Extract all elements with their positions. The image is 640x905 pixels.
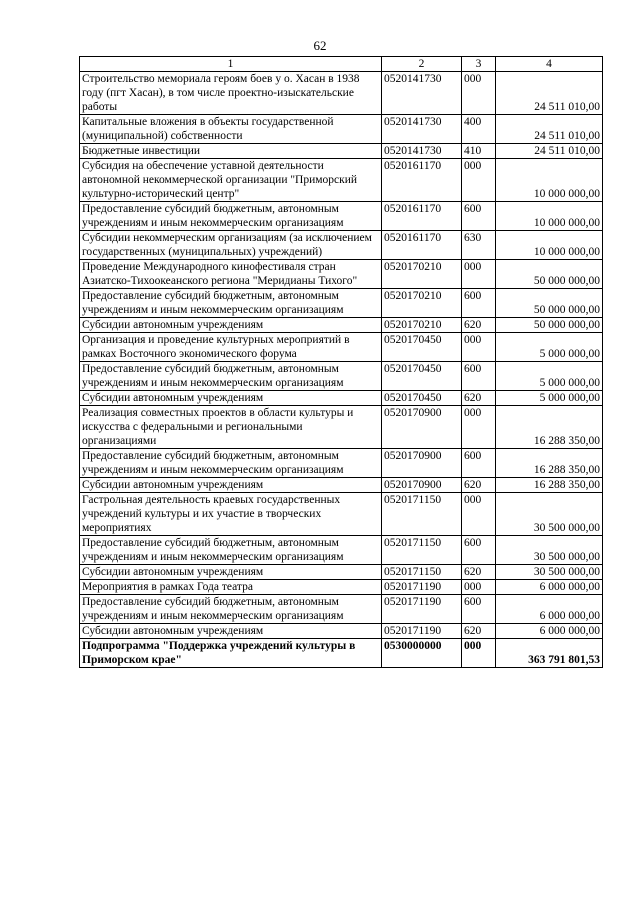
table-row bbox=[80, 406, 603, 449]
row-type-cell: 620 bbox=[462, 391, 496, 406]
row-code-cell: 0520171150 bbox=[382, 565, 462, 580]
row-code-cell: 0520161170 bbox=[382, 159, 462, 202]
row-type-cell: 600 bbox=[462, 449, 496, 478]
row-name-cell: Предоставление субсидий бюджетным, автономным учреждениям и иным некоммерческим организациям bbox=[80, 595, 382, 624]
table-row bbox=[80, 493, 603, 536]
row-amount-cell: 5 000 000,00 bbox=[496, 391, 603, 406]
row-amount-cell: 24 511 010,00 bbox=[496, 144, 603, 159]
row-code-cell: 0520170450 bbox=[382, 391, 462, 406]
row-amount-cell: 30 500 000,00 bbox=[496, 493, 603, 536]
row-type-cell: 000 bbox=[462, 72, 496, 115]
table-row bbox=[80, 144, 603, 159]
row-name-cell: Субсидии автономным учреждениям bbox=[80, 565, 382, 580]
table-row bbox=[80, 231, 603, 260]
row-amount-cell: 5 000 000,00 bbox=[496, 362, 603, 391]
row-type-cell: 400 bbox=[462, 115, 496, 144]
header-cell: 4 bbox=[496, 57, 603, 72]
row-name-cell: Предоставление субсидий бюджетным, автономным учреждениям и иным некоммерческим организациям bbox=[80, 362, 382, 391]
row-type-cell: 620 bbox=[462, 318, 496, 333]
row-name-cell: Предоставление субсидий бюджетным, автономным учреждениям и иным некоммерческим организациям bbox=[80, 449, 382, 478]
table-row bbox=[80, 536, 603, 565]
row-type-cell: 000 bbox=[462, 159, 496, 202]
row-type-cell: 410 bbox=[462, 144, 496, 159]
row-type-cell: 620 bbox=[462, 478, 496, 493]
table-row bbox=[80, 115, 603, 144]
row-amount-cell: 16 288 350,00 bbox=[496, 449, 603, 478]
row-name-cell: Субсидии некоммерческим организациям (за исключением государственных (муниципальных) учреждений) bbox=[80, 231, 382, 260]
row-code-cell: 0520171190 bbox=[382, 580, 462, 595]
row-type-cell: 600 bbox=[462, 595, 496, 624]
row-type-cell: 600 bbox=[462, 289, 496, 318]
row-name-cell: Реализация совместных проектов в области культуры и искусства с федеральными и региональными организациями bbox=[80, 406, 382, 449]
row-amount-cell: 16 288 350,00 bbox=[496, 406, 603, 449]
row-type-cell: 000 bbox=[462, 580, 496, 595]
row-name-cell: Субсидии автономным учреждениям bbox=[80, 318, 382, 333]
row-name-cell: Подпрограмма "Поддержка учреждений культуры в Приморском крае" bbox=[80, 639, 382, 668]
row-name-cell: Проведение Международного кинофестиваля стран Азиатско-Тихоокеанского региона "Меридианы Тихого" bbox=[80, 260, 382, 289]
row-type-cell: 630 bbox=[462, 231, 496, 260]
row-name-cell: Субсидии автономным учреждениям bbox=[80, 391, 382, 406]
row-type-cell: 600 bbox=[462, 536, 496, 565]
row-type-cell: 000 bbox=[462, 406, 496, 449]
row-code-cell: 0520141730 bbox=[382, 72, 462, 115]
budget-table bbox=[79, 56, 603, 668]
table-row bbox=[80, 449, 603, 478]
table-header-row bbox=[80, 57, 603, 72]
row-code-cell: 0520161170 bbox=[382, 202, 462, 231]
table-row bbox=[80, 159, 603, 202]
row-name-cell: Организация и проведение культурных мероприятий в рамках Восточного экономического форума bbox=[80, 333, 382, 362]
row-code-cell: 0520171190 bbox=[382, 595, 462, 624]
table-row bbox=[80, 318, 603, 333]
row-type-cell: 620 bbox=[462, 565, 496, 580]
row-amount-cell: 10 000 000,00 bbox=[496, 159, 603, 202]
table-row bbox=[80, 333, 603, 362]
row-code-cell: 0520170210 bbox=[382, 318, 462, 333]
table-row bbox=[80, 478, 603, 493]
row-code-cell: 0520170450 bbox=[382, 362, 462, 391]
row-type-cell: 000 bbox=[462, 639, 496, 668]
row-name-cell: Предоставление субсидий бюджетным, автономным учреждениям и иным некоммерческим организациям bbox=[80, 536, 382, 565]
table-row bbox=[80, 202, 603, 231]
row-code-cell: 0530000000 bbox=[382, 639, 462, 668]
row-amount-cell: 363 791 801,53 bbox=[496, 639, 603, 668]
table-row bbox=[80, 624, 603, 639]
row-code-cell: 0520141730 bbox=[382, 144, 462, 159]
row-code-cell: 0520171150 bbox=[382, 493, 462, 536]
row-code-cell: 0520170450 bbox=[382, 333, 462, 362]
row-name-cell: Субсидии автономным учреждениям bbox=[80, 624, 382, 639]
row-code-cell: 0520171150 bbox=[382, 536, 462, 565]
row-amount-cell: 50 000 000,00 bbox=[496, 260, 603, 289]
row-code-cell: 0520170900 bbox=[382, 449, 462, 478]
table-row bbox=[80, 580, 603, 595]
row-type-cell: 600 bbox=[462, 362, 496, 391]
table-row bbox=[80, 391, 603, 406]
table-row bbox=[80, 362, 603, 391]
row-amount-cell: 16 288 350,00 bbox=[496, 478, 603, 493]
row-type-cell: 600 bbox=[462, 202, 496, 231]
row-name-cell: Бюджетные инвестиции bbox=[80, 144, 382, 159]
row-code-cell: 0520170210 bbox=[382, 260, 462, 289]
header-cell: 3 bbox=[462, 57, 496, 72]
page-number: 62 bbox=[313, 38, 327, 53]
row-type-cell: 620 bbox=[462, 624, 496, 639]
row-code-cell: 0520161170 bbox=[382, 231, 462, 260]
table-row bbox=[80, 260, 603, 289]
row-amount-cell: 30 500 000,00 bbox=[496, 536, 603, 565]
row-amount-cell: 10 000 000,00 bbox=[496, 231, 603, 260]
table-row bbox=[80, 639, 603, 668]
row-amount-cell: 5 000 000,00 bbox=[496, 333, 603, 362]
header-cell: 2 bbox=[382, 57, 462, 72]
row-name-cell: Гастрольная деятельность краевых государственных учреждений культуры и их участие в творческих мероприятиях bbox=[80, 493, 382, 536]
row-amount-cell: 50 000 000,00 bbox=[496, 318, 603, 333]
row-amount-cell: 24 511 010,00 bbox=[496, 115, 603, 144]
table-row bbox=[80, 595, 603, 624]
row-name-cell: Капитальные вложения в объекты государственной (муниципальной) собственности bbox=[80, 115, 382, 144]
row-type-cell: 000 bbox=[462, 333, 496, 362]
row-code-cell: 0520170210 bbox=[382, 289, 462, 318]
row-name-cell: Предоставление субсидий бюджетным, автономным учреждениям и иным некоммерческим организациям bbox=[80, 289, 382, 318]
row-name-cell: Строительство мемориала героям боев у о. Хасан в 1938 году (пгт Хасан), в том числе проектно-изыскательские работы bbox=[80, 72, 382, 115]
table-row bbox=[80, 289, 603, 318]
row-type-cell: 000 bbox=[462, 493, 496, 536]
row-name-cell: Мероприятия в рамках Года театра bbox=[80, 580, 382, 595]
row-code-cell: 0520141730 bbox=[382, 115, 462, 144]
row-amount-cell: 10 000 000,00 bbox=[496, 202, 603, 231]
row-name-cell: Субсидии автономным учреждениям bbox=[80, 478, 382, 493]
row-code-cell: 0520170900 bbox=[382, 406, 462, 449]
row-type-cell: 000 bbox=[462, 260, 496, 289]
row-name-cell: Субсидия на обеспечение уставной деятельности автономной некоммерческой организации "Приморский культурно-исторический центр" bbox=[80, 159, 382, 202]
row-amount-cell: 24 511 010,00 bbox=[496, 72, 603, 115]
row-amount-cell: 30 500 000,00 bbox=[496, 565, 603, 580]
table-row bbox=[80, 72, 603, 115]
table-row bbox=[80, 565, 603, 580]
row-amount-cell: 50 000 000,00 bbox=[496, 289, 603, 318]
row-amount-cell: 6 000 000,00 bbox=[496, 595, 603, 624]
row-amount-cell: 6 000 000,00 bbox=[496, 624, 603, 639]
header-cell: 1 bbox=[80, 57, 382, 72]
row-code-cell: 0520170900 bbox=[382, 478, 462, 493]
row-amount-cell: 6 000 000,00 bbox=[496, 580, 603, 595]
row-name-cell: Предоставление субсидий бюджетным, автономным учреждениям и иным некоммерческим организациям bbox=[80, 202, 382, 231]
row-code-cell: 0520171190 bbox=[382, 624, 462, 639]
